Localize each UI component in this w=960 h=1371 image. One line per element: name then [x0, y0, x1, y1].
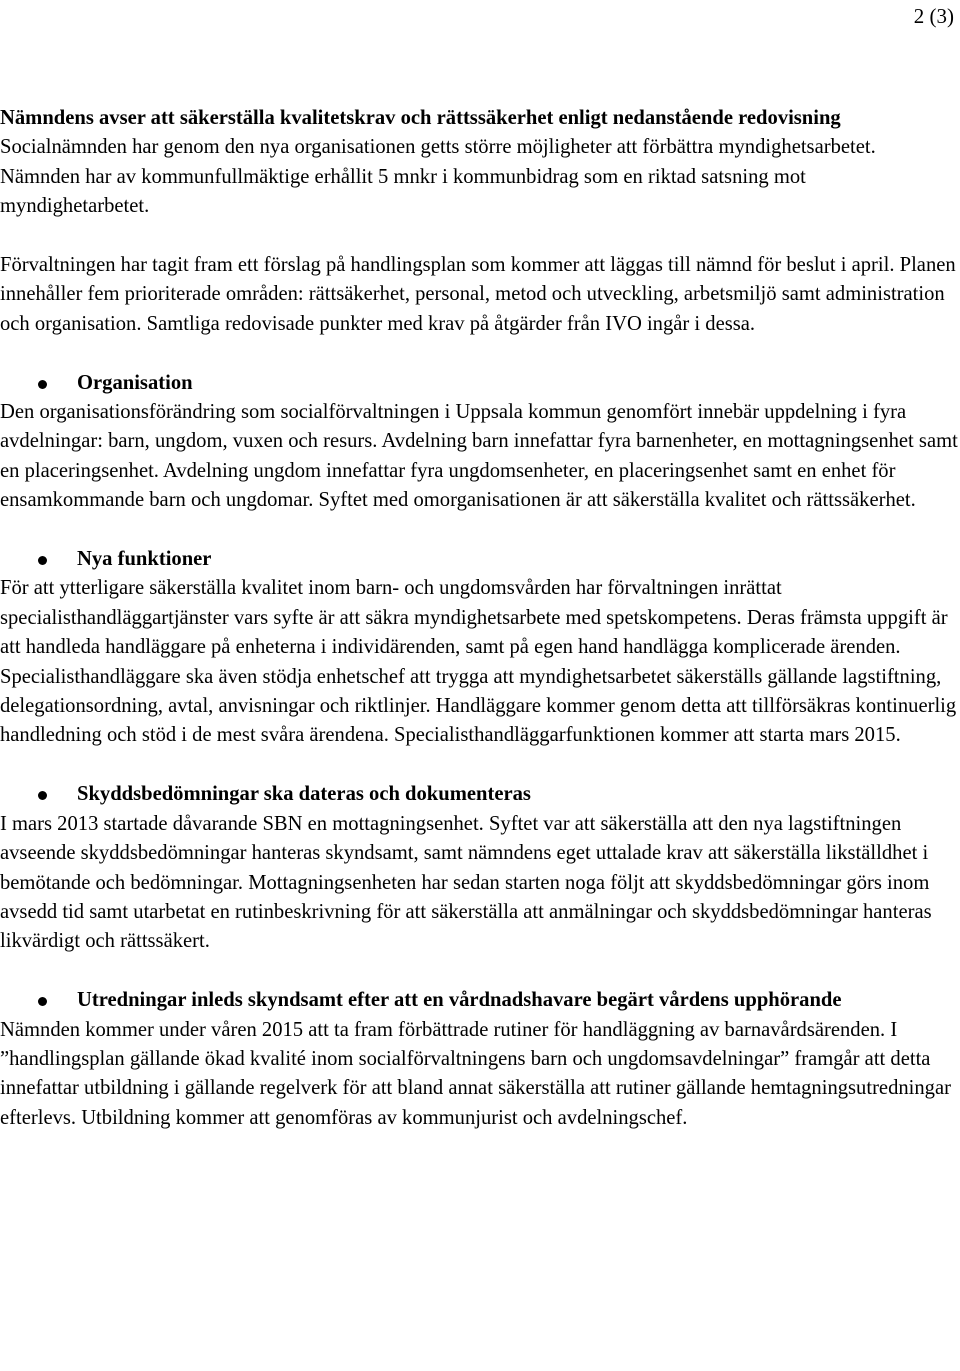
section-heading: [0, 369, 958, 398]
spacer: [0, 516, 958, 545]
document-body: [0, 104, 958, 1133]
section-text: Den organisationsförändring som socialförvaltningen i Uppsala kommun genomfört innebär uppdelning i fyra avdelningar: barn, ungdom, vuxen och resurs. Avdelning barn innefattar fyra barnenheter, en mottagningsenhet samt en placeringsenhet. Avdelning ungdom innefattar fyra ungdomsenheter, en placeringsenhet samt en enhet för ensamkommande barn och ungdomar. Syftet med omorganisationen är att säkerställa kvalitet och rättssäkerhet.: [0, 401, 958, 512]
section-text: I mars 2013 startade dåvarande SBN en mottagningsenhet. Syftet var att säkerställa att den nya lagstiftningen avseende skyddsbedömningar hanteras skyndsamt, samt nämndens eget uttalade krav att säkerställa likställdhet i bemötande och bedömningar. Mottagningsenheten har sedan starten noga följt att skyddsbedömningar görs inom avsedd tid samt utarbetat en rutinbeskrivning för att säkerställa att anmälningar och skyddsbedömningar hanteras likvärdigt och rättssäkert.: [0, 812, 932, 953]
section-heading-text: Utredningar inleds skyndsamt efter att en vårdnadshavare begärt vårdens upphörande: [77, 989, 842, 1012]
section-heading-text: Nya funktioner: [77, 548, 212, 571]
section-nya-funktioner: [0, 545, 958, 751]
section-organisation: [0, 369, 958, 516]
section-skyddsbedomningar: [0, 780, 958, 956]
page-number: 2 (3): [913, 4, 954, 28]
spacer: [0, 222, 958, 251]
intro-paragraph-2: Förvaltningen har tagit fram ett förslag på handlingsplan som kommer att läggas till nämnd för beslut i april. Planen innehåller fem prioriterade områden: rättsäkerhet, personal, metod och utveckling, arbetsmiljö samt administration och organisation. Samtliga redovisade punkter med krav på åtgärder från IVO ingår i dessa.: [0, 254, 956, 335]
spacer: [0, 957, 958, 986]
section-text: Nämnden kommer under våren 2015 att ta fram förbättrade rutiner för handläggning av barnavårdsärenden. I ”handlingsplan gällande ökad kvalité inom socialförvaltningens barn och ungdomsavdelningar” framgår att detta innefattar utbildning i gällande regelverk för att bland annat säkerställa att rutiner gällande hemtagningsutredningar efterlevs. Utbildning kommer att genomföras av kommunjurist och avdelningschef.: [0, 1018, 951, 1129]
spacer: [0, 339, 958, 368]
section-text: För att ytterligare säkerställa kvalitet inom barn- och ungdomsvården har förvaltningen inrättat specialisthandläggartjänster vars syfte är att säkra myndighetsarbete med spetskompetens. Deras främsta uppgift är att handleda handläggare på enheterna i individärenden, samt på egen hand handlägga komplicerade ärenden. Specialisthandläggare ska även stödja enhetschef att trygga att myndighetsarbetet säkerställs gällande lagstiftning, delegationsordning, avtal, anvisningar och riktlinjer. Handläggare kommer genom detta att tillförsäkras kontinuerlig handledning och stöd i de mest svåra ärendena. Specialisthandläggarfunktionen kommer att starta mars 2015.: [0, 577, 957, 747]
bullet-icon: [38, 791, 47, 800]
bullet-icon: [38, 997, 47, 1006]
intro-paragraph-1: Socialnämnden har genom den nya organisationen getts större möjligheter att förbättra myndighetsarbetet. Nämnden har av kommunfullmäktige erhållit 5 mnkr i kommunbidrag som en riktad satsning mot myndighetarbetet.: [0, 136, 876, 218]
intro-heading: Nämndens avser att säkerställa kvalitetskrav och rättssäkerhet enligt nedanstående redovisning: [0, 107, 841, 129]
section-heading: [0, 780, 958, 809]
section-utredningar: [0, 986, 958, 1133]
bullet-icon: [38, 556, 47, 565]
section-heading: [0, 545, 958, 574]
bullet-icon: [38, 380, 47, 389]
spacer: [0, 751, 958, 780]
section-heading-text: Skyddsbedömningar ska dateras och dokumenteras: [77, 783, 531, 806]
section-heading-text: Organisation: [77, 371, 193, 394]
section-heading: [0, 986, 958, 1015]
